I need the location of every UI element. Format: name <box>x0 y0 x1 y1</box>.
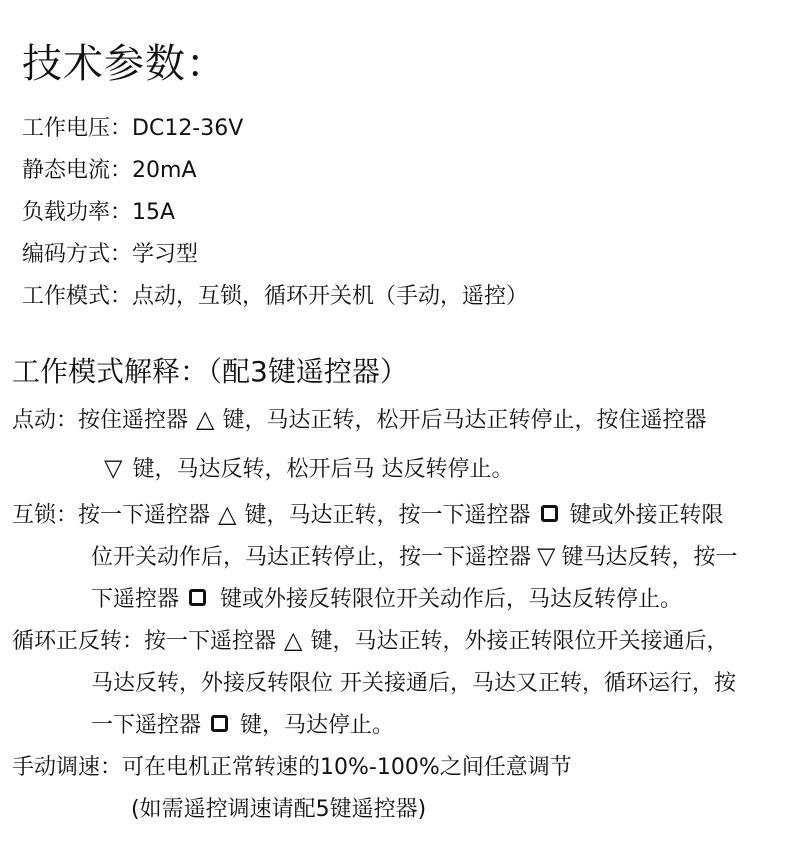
text-segment: 键，马达停止。 <box>240 713 395 738</box>
text-segment: 键或外接反转限位开关动作后，马达反转停止。 <box>220 587 683 612</box>
spec-mode <box>22 279 528 310</box>
spec-label: 编码方式： <box>22 242 133 267</box>
spec-current <box>22 153 197 184</box>
text-segment: 键，马达反转，松开后马 达反转停止。 <box>132 457 514 482</box>
cycle-line-2: 马达反转，外接反转限位 开关接通后，马达又正转，循环运行，按 <box>91 671 736 696</box>
up-triangle-icon: △ <box>218 499 237 528</box>
text-segment: 点动：按住遥控器 <box>12 408 189 433</box>
spec-power <box>22 195 175 226</box>
text-segment: 键，马达正转，松开后马达正转停止，按住遥控器 <box>222 408 707 433</box>
modes-title: 工作模式解释： <box>12 355 209 388</box>
spec-label: 静态电流： <box>22 158 133 183</box>
jog-line-2 <box>104 452 513 483</box>
spec-label: 工作电压： <box>22 116 133 141</box>
spec-value: 15A <box>132 200 176 225</box>
stop-square-icon <box>211 715 228 732</box>
speed-line-2: (如需遥控调速请配5键遥控器) <box>131 797 427 822</box>
down-triangle-icon: ▽ <box>104 453 123 482</box>
text-segment: 位开关动作后，马达正转停止，按一下遥控器 <box>91 545 532 570</box>
cycle-line-3 <box>91 708 394 739</box>
stop-square-icon <box>541 505 558 522</box>
interlock-line-3 <box>91 582 682 613</box>
stop-square-icon <box>189 589 206 606</box>
interlock-line-2 <box>91 540 738 571</box>
modes-heading <box>12 350 408 390</box>
up-triangle-icon: △ <box>284 625 303 654</box>
spec-value: 20mA <box>132 158 197 183</box>
spec-encoding <box>22 237 198 268</box>
spec-value: 学习型 <box>132 242 199 267</box>
down-triangle-icon: ▽ <box>537 541 556 570</box>
up-triangle-icon: △ <box>196 404 215 433</box>
jog-line-1 <box>12 403 707 434</box>
text-segment: 键或外接正转限 <box>569 503 724 528</box>
speed-line-1: 手动调速：可在电机正常转速的10%-100%之间任意调节 <box>12 755 572 780</box>
text-segment: 互锁：按一下遥控器 <box>12 503 211 528</box>
spec-label: 负载功率： <box>22 200 133 225</box>
text-segment: 循环正反转：按一下遥控器 <box>12 629 277 654</box>
spec-value: 点动，互锁，循环开关机（手动，遥控） <box>132 284 529 309</box>
spec-voltage <box>22 111 243 142</box>
modes-note: （配3键遥控器） <box>208 355 408 388</box>
spec-label: 工作模式： <box>22 284 133 309</box>
text-segment: 键，马达正转，外接正转限位开关接通后， <box>310 629 729 654</box>
page-title: 技术参数： <box>22 41 227 87</box>
text-segment: 键，马达正转，按一下遥控器 <box>244 503 531 528</box>
cycle-line-1 <box>12 624 729 655</box>
text-segment: 下遥控器 <box>91 587 180 612</box>
spec-value: DC12-36V <box>132 116 244 141</box>
interlock-line-1 <box>12 498 724 529</box>
text-segment: 键马达反转，按一 <box>561 545 738 570</box>
text-segment: 一下遥控器 <box>91 713 202 738</box>
